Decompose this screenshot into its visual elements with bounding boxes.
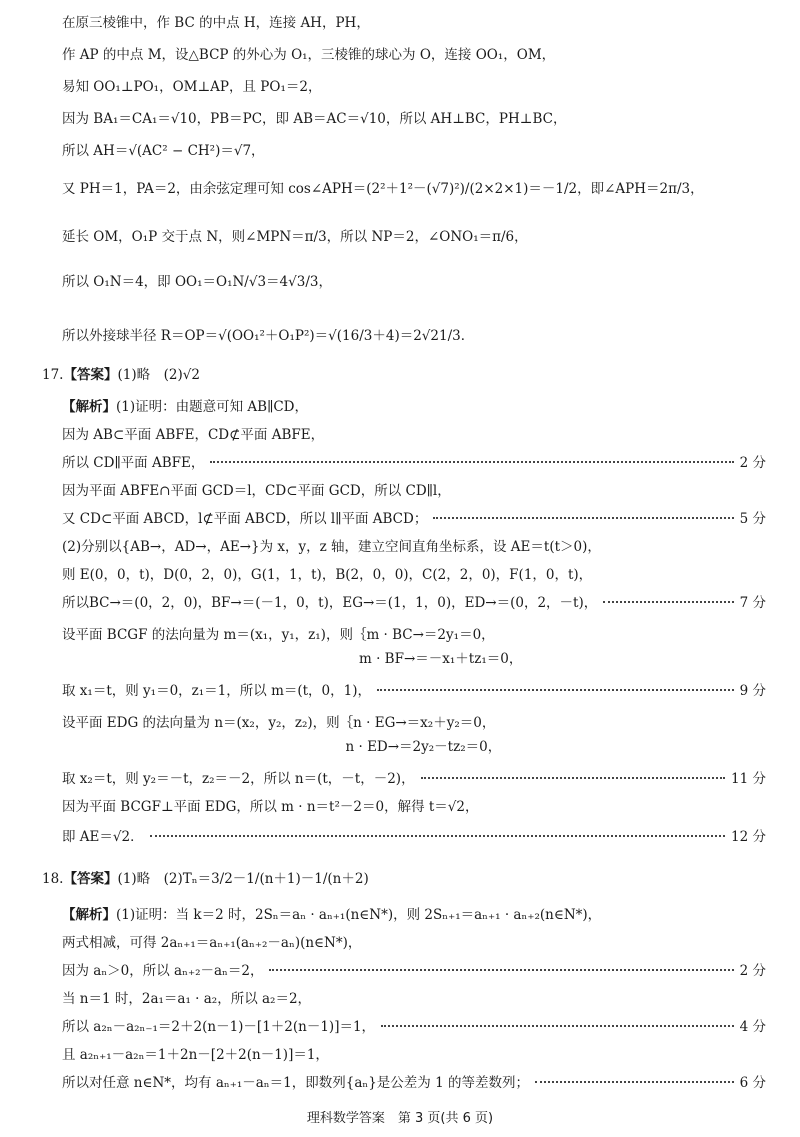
score-label: 11 分 bbox=[731, 771, 766, 787]
scored-line bbox=[62, 1018, 766, 1036]
q18-number: 18. bbox=[42, 871, 64, 887]
score-label: 2 分 bbox=[739, 455, 766, 471]
text-line: 作 AP 的中点 M，设△BCP 的外心为 O₁，三棱锥的球心为 O，连接 OO₁，OM， bbox=[62, 47, 556, 63]
q17-analysis-line bbox=[62, 398, 766, 416]
leader-dots bbox=[421, 777, 725, 779]
leader-dots bbox=[269, 969, 733, 971]
scored-line bbox=[62, 594, 766, 612]
text-line: 所以对任意 n∈N*，均有 aₙ₊₁－aₙ＝1，即数列{aₙ}是公差为 1 的等差数列； bbox=[62, 1075, 529, 1091]
text-line: 又 PH＝1，PA＝2，由余弦定理可知 cos∠APH＝(2²＋1²－(√7)²)/(2×2×1)＝－1/2，即∠APH＝2π/3， bbox=[62, 181, 704, 197]
text-line: 且 a₂ₙ₊₁－a₂ₙ＝1＋2n－[2＋2(n－1)]＝1， bbox=[62, 1047, 329, 1063]
text-line: 当 n＝1 时，2a₁＝a₁ · a₂，所以 a₂＝2， bbox=[62, 991, 312, 1007]
text-line: 所以 O₁N＝4，即 OO₁＝O₁N/√3＝4√3/3， bbox=[62, 274, 332, 290]
q17-number: 17. bbox=[42, 367, 64, 383]
text-line: 易知 OO₁⊥PO₁，OM⊥AP，且 PO₁＝2， bbox=[62, 79, 322, 95]
text-line: (2)分别以{AB→，AD→，AE→}为 x，y，z 轴，建立空间直角坐标系，设 AE＝t(t＞0)， bbox=[62, 539, 601, 555]
leader-dots bbox=[381, 1025, 734, 1027]
q18-analysis-line bbox=[62, 906, 766, 924]
q18-analysis-tag: 【解析】 bbox=[62, 907, 116, 923]
q17-analysis-tag: 【解析】 bbox=[62, 399, 116, 415]
text-line: 即 AE＝√2． bbox=[62, 829, 144, 845]
score-label: 4 分 bbox=[739, 1019, 766, 1035]
scored-line bbox=[62, 770, 766, 788]
text-line: 因为 AB⊂平面 ABFE，CD⊄平面 ABFE， bbox=[62, 427, 325, 443]
text-line: 设平面 BCGF 的法向量为 m＝(x₁，y₁，z₁)，则｛m · BC→＝2y₁＝0， bbox=[62, 627, 495, 643]
q18-answer-line bbox=[42, 870, 766, 888]
scored-line bbox=[62, 454, 766, 472]
scored-line bbox=[62, 682, 766, 700]
leader-dots bbox=[210, 461, 733, 463]
text-line: 因为 BA₁＝CA₁＝√10，PB＝PC，即 AB＝AC＝√10，所以 AH⊥BC，PH⊥BC， bbox=[62, 111, 567, 127]
text-line: 所以 CD∥平面 ABFE， bbox=[62, 455, 205, 471]
q17-answer-line bbox=[42, 366, 766, 384]
text-line: 所以BC→＝(0，2，0)，BF→＝(－1，0，t)，EG→＝(1，1，0)，ED→＝(0，2，－t)， bbox=[62, 595, 598, 611]
scored-line bbox=[62, 510, 766, 528]
text-line: 在原三棱锥中，作 BC 的中点 H，连接 AH，PH， bbox=[62, 15, 370, 31]
scored-line bbox=[62, 962, 766, 980]
text-line: 因为平面 BCGF⊥平面 EDG，所以 m · n＝t²－2＝0，解得 t＝√2， bbox=[62, 799, 479, 815]
text-line: 所以外接球半径 R＝OP＝√(OO₁²＋O₁P²)＝√(16/3＋4)＝2√21/3． bbox=[62, 328, 475, 344]
score-label: 12 分 bbox=[731, 829, 766, 845]
page-footer: 理科数学答案 第 3 页(共 6 页) bbox=[306, 1111, 494, 1126]
score-label: 9 分 bbox=[739, 683, 766, 699]
q18-answer-tag: 【答案】 bbox=[63, 871, 118, 887]
scored-line bbox=[62, 1074, 766, 1092]
text-line: 又 CD⊂平面 ABCD，l⊄平面 ABCD，所以 l∥平面 ABCD； bbox=[62, 511, 428, 527]
text-line: m · BF→＝－x₁＋tz₁＝0， bbox=[62, 651, 523, 667]
leader-dots bbox=[377, 689, 734, 691]
text-line: 则 E(0，0，t)，D(0，2，0)，G(1，1，t)，B(2，0，0)，C(2，2，0)，F(1，0，t)， bbox=[62, 567, 593, 583]
text-line: 取 x₂＝t，则 y₂＝－t，z₂＝－2，所以 n＝(t，－t，－2)， bbox=[62, 771, 415, 787]
score-label: 7 分 bbox=[739, 595, 766, 611]
text-line: 所以 AH＝√(AC² − CH²)＝√7， bbox=[62, 143, 265, 159]
score-label: 2 分 bbox=[739, 963, 766, 979]
text-line: 取 x₁＝t，则 y₁＝0，z₁＝1，所以 m＝(t，0，1)， bbox=[62, 683, 372, 699]
text-line: 所以 a₂ₙ－a₂ₙ₋₁＝2＋2(n－1)－[1＋2(n－1)]＝1， bbox=[62, 1019, 376, 1035]
text-line: 延长 OM，O₁P 交于点 N，则∠MPN＝π/3，所以 NP＝2，∠ONO₁＝π/6， bbox=[62, 229, 528, 245]
text-line: (1)证明：由题意可知 AB∥CD， bbox=[116, 399, 308, 415]
leader-dots bbox=[433, 517, 733, 519]
leader-dots bbox=[150, 835, 725, 837]
leader-dots bbox=[535, 1081, 734, 1083]
text-line: 设平面 EDG 的法向量为 n＝(x₂，y₂，z₂)，则｛n · EG→＝x₂＋y₂＝0， bbox=[62, 715, 496, 731]
score-label: 6 分 bbox=[739, 1075, 766, 1091]
leader-dots bbox=[603, 601, 733, 603]
text-line: n · ED→＝2y₂－tz₂＝0， bbox=[62, 739, 502, 755]
text-line: 因为 aₙ＞0，所以 aₙ₊₂－aₙ＝2， bbox=[62, 963, 264, 979]
text-line: 两式相减，可得 2aₙ₊₁＝aₙ₊₁(aₙ₊₂－aₙ)(n∈N*)， bbox=[62, 935, 362, 951]
q17-answer-tag: 【答案】 bbox=[63, 367, 118, 383]
q18-answer-text: (1)略 (2)Tₙ＝3/2－1/(n＋1)－1/(n＋2) bbox=[117, 871, 369, 887]
text-line: 因为平面 ABFE∩平面 GCD＝l，CD⊂平面 GCD，所以 CD∥l， bbox=[62, 483, 451, 499]
scored-line bbox=[62, 828, 766, 846]
text-line: (1)证明：当 k＝2 时，2Sₙ＝aₙ · aₙ₊₁(n∈N*)，则 2Sₙ₊₁＝aₙ₊₁ · aₙ₊₂(n∈N*)， bbox=[116, 907, 602, 923]
q17-answer-text: (1)略 (2)√2 bbox=[117, 367, 200, 383]
score-label: 5 分 bbox=[739, 511, 766, 527]
